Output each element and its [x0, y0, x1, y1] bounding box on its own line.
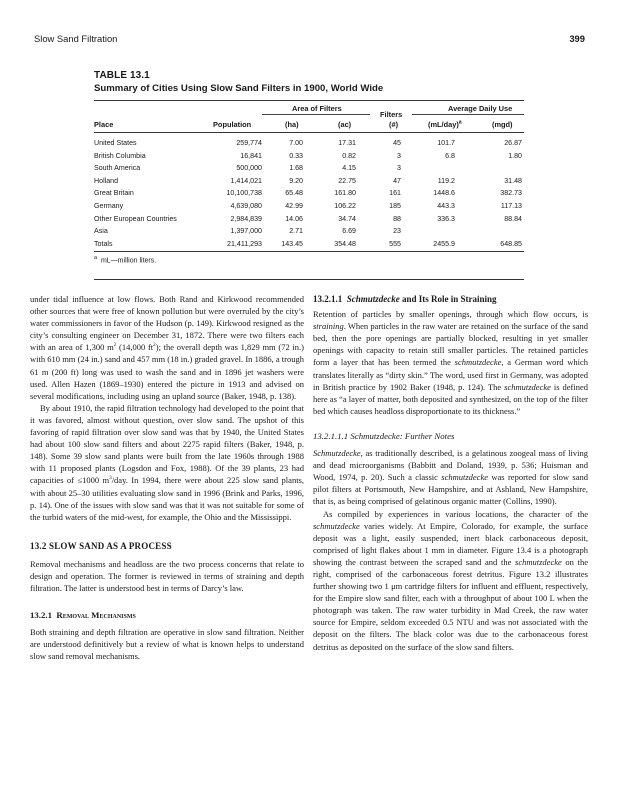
table-cell-ac: 161.80	[334, 189, 356, 198]
paragraph: Both straining and depth filtration are operative in slow sand filtration. Neither are understood definitively but a review of what is known helps to understand slow sand removal mechanisms.	[30, 627, 304, 662]
paragraph: Removal mechanisms and headloss are the two process concerns that relate to design and operation. The former is reviewed in terms of straining and depth filtration. The latter is understood best in terms of Darcy’s law.	[30, 558, 304, 594]
table-cell-ha: 0.33	[289, 151, 303, 160]
table-cell-ac: 22.75	[338, 176, 356, 185]
table-cell-place: South America	[94, 164, 141, 173]
table-cell-population: 21,411,293	[227, 239, 262, 248]
group-rule-area	[262, 114, 370, 115]
table-cell-place: Totals	[94, 239, 113, 248]
page-number: 399	[569, 33, 585, 44]
running-title: Slow Sand Filtration	[34, 33, 118, 44]
table-cell-mlday: 443.3	[437, 202, 455, 210]
table-cell-mlday: 2455.9	[433, 239, 455, 248]
col-header-mlday: $(mL/day)^a$	[428, 119, 462, 129]
table-cell-mgd: 1.80	[508, 151, 522, 160]
table-header-rule	[94, 132, 524, 133]
col-header-place: Place	[94, 120, 114, 129]
left-column	[30, 293, 304, 663]
table-cell-filters: 3	[397, 151, 401, 160]
table-cell-population: 4,639,080	[230, 202, 262, 210]
table-cell-filters: 3	[397, 164, 401, 173]
table-cell-ac: 17.31	[338, 139, 356, 147]
table-cell-place: Asia	[94, 227, 108, 236]
paragraph: Retention of particles by smaller openings, through which flow occurs, is straining. When particles in the raw water are retained on the surface of the sand bed, then the pore openings are partially blocked, resulting in yet smaller openings with capacity to retain still smaller particles. The retained particles form a layer that has been termed the schmutzdecke, a German word which translates literally as “dirty skin.” The word, used first in Germany, was adopted in British practice by 1902 Baker (1948, p. 124). The schmutzdecke is defined here as “a layer of matter, both deposited and synthesized, on the top of the filter bed which causes headloss disproportionate to its thickness.”	[313, 309, 589, 416]
paragraph: Schmutzdecke, as traditionally described, is a gelatinous zoogeal mass of living and dead microorganisms (Babbitt and Doland, 1939, p. 536; Huisman and Wood, 1974, p. 20). Such a classic schmutzdecke was reported for slow sand pilot filters at Portsmouth, New Hampshire, and at Ashland, New Hampshire, that is, as being comprised of gelatinous organic matter (Collins, 1990).	[313, 448, 588, 507]
table-cell-filters: 88	[393, 214, 401, 223]
right-column	[313, 293, 588, 653]
table-cell-population: 259,774	[236, 139, 262, 147]
table-cell-filters: 161	[389, 189, 401, 198]
col-header-mgd: (mgd)	[492, 120, 513, 129]
table-cell-ha: 1.68	[289, 164, 303, 173]
table-cell-ha: 7.00	[289, 139, 303, 147]
group-header-filters: Filters	[380, 110, 403, 119]
table-cell-ac: 34.74	[338, 214, 356, 223]
table-cell-population: 500,000	[236, 164, 262, 173]
table-cell-population: 16,841	[240, 151, 262, 160]
table-cell-filters: 185	[389, 202, 401, 210]
table-end-rule	[94, 279, 524, 280]
table-cell-filters: 45	[393, 139, 401, 147]
table-cell-place: Holland	[94, 176, 119, 185]
table-caption: Summary of Cities Using Slow Sand Filters in 1900, World Wide	[94, 83, 384, 94]
table-cell-mgd: 648.85	[500, 239, 522, 248]
col-header-ac: (ac)	[338, 120, 352, 129]
table-cell-ha: 143.45	[281, 239, 303, 248]
section-heading-13-2-1-1-1: 13.2.1.1.1 Schmutzdecke: Further Notes	[313, 430, 455, 441]
table-cell-mgd: 88.84	[504, 214, 522, 223]
table-top-rule	[94, 100, 524, 101]
table-cell-place: Germany	[94, 202, 124, 210]
group-rule-daily-use	[412, 114, 524, 115]
table-cell-mgd: 31.48	[504, 176, 522, 185]
table-cell-ha: 14.06	[285, 214, 303, 223]
table-cell-mgd: 382.73	[500, 189, 522, 198]
table-cell-population: 2,984,839	[230, 214, 262, 223]
table-cell-place: British Columbia	[94, 151, 146, 160]
running-header	[34, 33, 585, 47]
table-cell-mgd: 117.13	[500, 202, 522, 210]
table-cell-population: 1,414,021	[230, 176, 262, 185]
table-cell-ac: 0.82	[342, 151, 356, 160]
table-cell-filters: 555	[389, 239, 401, 248]
group-header-area: Area of Filters	[292, 104, 342, 113]
table-cell-ac: 106.22	[334, 202, 356, 210]
table-cell-place: Great Britain	[94, 189, 134, 198]
table-cell-ha: 2.71	[289, 227, 303, 236]
table-cell-mlday: 119.2	[437, 176, 455, 185]
table-cell-place: Other European Countries	[94, 214, 177, 223]
col-header-ha: (ha)	[285, 120, 299, 129]
table-cell-mlday: 1448.6	[433, 189, 455, 198]
section-heading-13-2-1-1: 13.2.1.1 Schmutzdecke and Its Role in Straining	[313, 294, 497, 304]
table-cell-place: United States	[94, 139, 137, 147]
col-header-population: Population	[213, 120, 252, 129]
col-header-filters-count: (#)	[389, 120, 399, 129]
paragraph: under tidal influence at low flows. Both Rand and Kirkwood recommended other sources that were free of known pollution but were overruled by the city’s water commissioners in favor of the Hudson (p. 149). Kirkwood resigned as the city’s consulting engineer on December 31, 1872. There were two filters each with an area of 1,300 $m^2$ (14,000 $ft^2$); the overall depth was 1,829 mm (72 in.) with 610 mm (24 in.) sand and 457 mm (18 in.) graded gravel. In 1886, a trough 61 m (200 ft) long was used to wash the sand and in 1896 jet washers were used. Allen Hazen (1869–1930) entered the picture in 1913 and advised on several modifications, including using an upland source (Baker, 1948, p. 138).	[30, 294, 305, 401]
table-cell-ha: 9.20	[289, 176, 303, 185]
table-cell-mlday: 6.8	[445, 151, 455, 160]
table-cell-ac: 4.15	[342, 164, 356, 173]
paragraph: As compiled by experiences in various locations, the character of the schmutzdecke varies widely. At Empire, Colorado, for example, the surface deposit was a light, easily suspended, inert black carbonaceous deposit, comprised of light flakes about 1 mm in diameter. Figure 13.4 is a photograph showing the contrast between the scraped sand and the schmutzdecke on the right, comprised of the carbonaceous forest detritus. Figure 13.2 illustrates further showing two 1 μm cartridge filters for influent and effluent, respectively, for the Empire slow sand filter, each with a throughput of about 100 L when the photograph was taken. The raw water turbidity in Mad Creek, the raw water source for Empire, seldom exceeded 0.5 NTU and was not associated with the deposit on the filters. The black color was due to the carbonaceous forest detritus as deposited on the surface of the slow sand filters.	[313, 508, 588, 652]
table-cell-mlday: 336.3	[437, 214, 455, 223]
table-cell-ha: 42.99	[285, 202, 303, 210]
table-13-1	[94, 70, 524, 265]
table-cell-population: 10,100,738	[226, 189, 262, 198]
section-heading-13-2: 13.2 SLOW SAND AS A PROCESS	[30, 540, 172, 551]
table-cell-mlday: 101.7	[437, 139, 455, 147]
table-cell-ac: 354.48	[334, 239, 356, 248]
table-footnote: $^a$ mL—million liters.	[94, 255, 157, 265]
table-bottom-rule	[94, 251, 524, 252]
section-heading-13-2-1: 13.2.1 Removal Mechanisms	[30, 610, 136, 621]
table-cell-filters: 23	[393, 227, 401, 236]
table-label: TABLE 13.1	[94, 70, 150, 81]
table-cell-mgd: 26.87	[504, 139, 522, 147]
paragraph: By about 1910, the rapid filtration technology had developed to the point that it was favored, almost without question, over slow sand. The upshot of this favoring of rapid filtration over slow sand was that by 1940, the United States had about 100 slow sand filters and about 2275 rapid filters (Baker, 1948, p. 148). Some 39 slow sand plants were built from the late 1960s through 1988 with 11 proposed plants (Logsdon and Fox, 1988). Of the 39 plants, 23 had capacities of ≤1000 $m^3$/day. In 1994, there were about 225 slow sand plants, with about 25–30 utilities evaluating slow sand in 1996 (Brink and Parks, 1996, p. 14). One of the issues with slow sand was that it was not suitable for some of the turbid waters of the mid-west, for example, the Ohio and the Mississippi.	[30, 402, 304, 522]
table-cell-population: 1,397,000	[230, 227, 262, 236]
group-header-daily-use: Average Daily Use	[448, 104, 513, 113]
table-cell-ha: 65.48	[285, 189, 303, 198]
table-cell-ac: 6.69	[342, 227, 356, 236]
table-cell-filters: 47	[393, 176, 401, 185]
